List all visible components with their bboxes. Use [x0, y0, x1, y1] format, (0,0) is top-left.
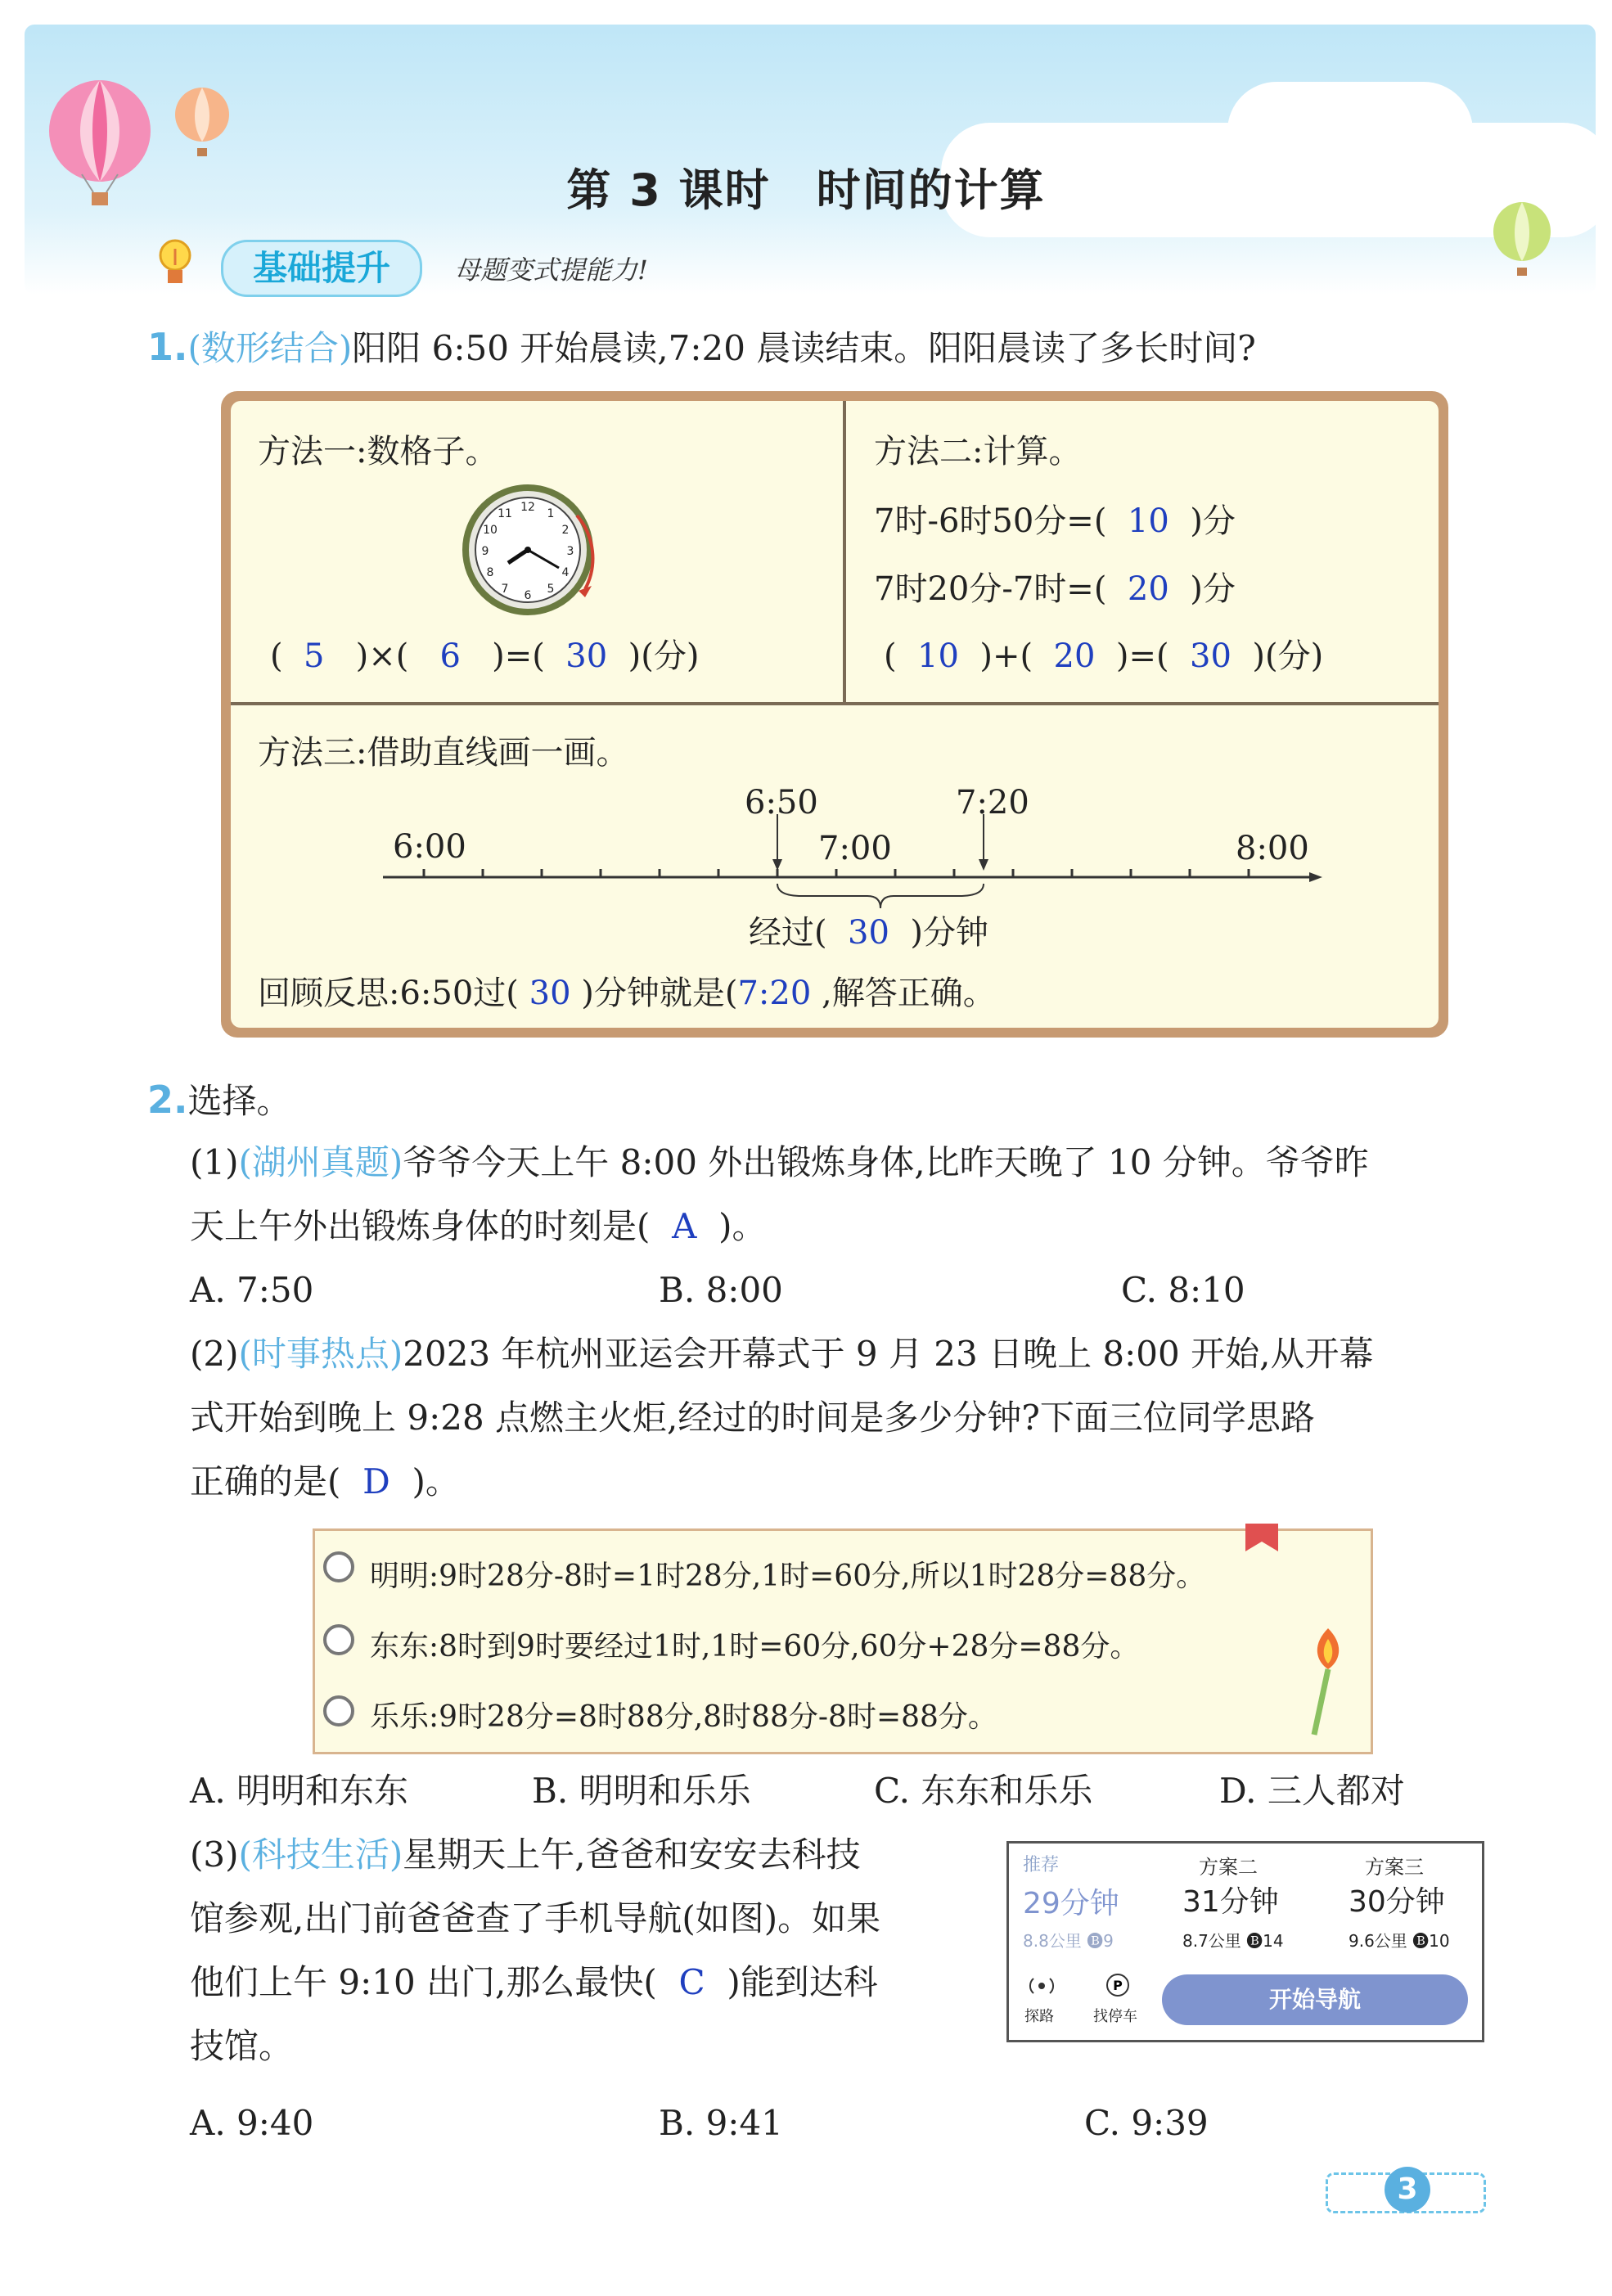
sub-question-2-line-2: 式开始到晚上 9:28 点燃主火炬,经过的时间是多少分钟?下面三位同学思路	[190, 1398, 1315, 1438]
answer-blank: 20	[1053, 637, 1096, 675]
answer-blank: 10	[1127, 502, 1169, 540]
question-number: 2.	[147, 1078, 188, 1122]
sub-question-1-line-2: 天上午外出锻炼身体的时刻是( A )。	[190, 1206, 767, 1246]
option[interactable]: C. 9:39	[1084, 2103, 1209, 2143]
method-2-line-1: 7时-6时50分=( 10 )分	[874, 502, 1236, 540]
svg-text:9: 9	[481, 545, 489, 558]
tick-label: 6:00	[393, 828, 466, 866]
option[interactable]: A. 7:50	[190, 1270, 314, 1310]
plan-2-info: 8.7公里 🅑14	[1182, 1931, 1284, 1951]
option[interactable]: A. 9:40	[190, 2103, 314, 2143]
question-tag: (时事热点)	[238, 1334, 403, 1374]
reasoning-dongdong: 东东:8时到9时要经过1时,1时=60分,60分+28分=88分。	[370, 1630, 1140, 1663]
tick-label: 7:00	[818, 830, 892, 867]
plan-2-time[interactable]: 31分钟	[1182, 1885, 1279, 1919]
svg-text:8: 8	[486, 566, 494, 579]
ring-icon	[323, 1551, 354, 1582]
question-heading: 选择。	[187, 1081, 291, 1121]
lightbulb-icon	[155, 237, 195, 291]
svg-text:2: 2	[561, 524, 570, 537]
answer-blank: 30	[1190, 637, 1232, 675]
plan-2-label: 方案二	[1199, 1856, 1258, 1879]
divider	[231, 702, 1439, 705]
question-1	[147, 315, 1256, 380]
question-number: 1.	[147, 325, 188, 369]
answer-blank: 30	[848, 914, 889, 952]
bookmark-flag-icon	[1244, 1524, 1280, 1556]
plan-1-label: 推荐	[1023, 1855, 1060, 1875]
sub-question-3-line-1: (3)(科技生活)星期天上午,爸爸和安安去科技	[190, 1835, 861, 1875]
question-text: 阳阳 6:50 开始晨读,7:20 晨读结束。阳阳晨读了多长时间?	[352, 328, 1256, 368]
svg-text:5: 5	[547, 583, 555, 596]
option[interactable]: D. 三人都对	[1219, 1771, 1405, 1811]
svg-text:3: 3	[566, 545, 574, 558]
svg-text:10: 10	[483, 524, 498, 537]
option[interactable]: C. 东东和乐乐	[874, 1771, 1093, 1811]
tick-label: 6:50	[745, 784, 818, 822]
reasoning-mingming: 明明:9时28分-8时=1时28分,1时=60分,所以1时28分=88分。	[370, 1560, 1206, 1593]
ring-icon	[323, 1695, 354, 1727]
svg-text:12: 12	[520, 501, 535, 514]
clock-icon	[454, 483, 610, 622]
plan-3-info: 9.6公里 🅑10	[1349, 1931, 1450, 1951]
svg-text:6: 6	[524, 589, 532, 602]
sub-question-2-line-3: 正确的是( D )。	[190, 1461, 460, 1501]
answer-blank: 30	[565, 637, 608, 675]
answer-blank: 30	[529, 975, 571, 1012]
answer-blank: 10	[917, 637, 959, 675]
tick-label: 8:00	[1236, 830, 1309, 867]
page-number: 3	[1385, 2167, 1430, 2213]
parking-label: 找停车	[1093, 2008, 1137, 2025]
plan-1-info: 8.8公里 🅑9	[1023, 1931, 1114, 1951]
sub-question-2-line-1: (2)(时事热点)2023 年杭州亚运会开幕式于 9 月 23 日晚上 8:00 开始,从开幕	[190, 1334, 1374, 1374]
sub-question-3-line-4: 技馆。	[190, 2026, 294, 2066]
start-navigation-button[interactable]: 开始导航	[1162, 1974, 1468, 2025]
answer-blank: 5	[304, 637, 325, 675]
hot-air-balloon-icon	[172, 86, 233, 164]
svg-text:P: P	[1113, 1978, 1123, 1993]
section-badge: 基础提升	[221, 240, 422, 297]
method-2-equation: ( 10 )+( 20 )=( 30 )(分)	[884, 637, 1324, 675]
plan-3-time[interactable]: 30分钟	[1349, 1885, 1445, 1919]
torch-icon	[1299, 1624, 1357, 1739]
explore-label: 探路	[1024, 2008, 1054, 2025]
answer-blank: A	[672, 1206, 697, 1246]
option[interactable]: C. 8:10	[1121, 1270, 1245, 1310]
sub-question-3-line-3: 他们上午 9:10 出门,那么最快( C )能到达科	[190, 1962, 878, 2002]
option[interactable]: B. 9:41	[659, 2103, 783, 2143]
svg-text:4: 4	[561, 566, 570, 579]
tick-label: 7:20	[956, 784, 1029, 822]
question-tag: (科技生活)	[238, 1835, 403, 1875]
reasoning-lele: 乐乐:9时28分=8时88分,8时88分-8时=88分。	[370, 1700, 997, 1734]
plan-3-label: 方案三	[1365, 1856, 1424, 1879]
method-1-title: 方法一:数格子。	[258, 433, 498, 470]
ring-icon	[323, 1624, 354, 1655]
answer-blank: 6	[439, 637, 461, 675]
question-2	[147, 1068, 291, 1133]
parking-icon[interactable]	[1105, 1972, 1131, 1998]
method-3-title: 方法三:借助直线画一画。	[258, 734, 629, 772]
svg-text:7: 7	[501, 583, 509, 596]
answer-blank: C	[678, 1962, 705, 2002]
option[interactable]: A. 明明和东东	[190, 1771, 409, 1811]
section-motto: 母题变式提能力!	[454, 254, 648, 286]
plan-1-time[interactable]: 29分钟	[1023, 1887, 1119, 1920]
svg-text:1: 1	[547, 507, 555, 520]
method-2-title: 方法二:计算。	[874, 433, 1082, 470]
review-line: 回顾反思:6:50过( 30 )分钟就是(7:20 ,解答正确。	[258, 975, 996, 1012]
answer-blank: D	[362, 1461, 390, 1501]
answer-blank: 7:20	[737, 975, 812, 1012]
method-1-equation: ( 5 )×( 6 )=( 30 )(分)	[270, 637, 700, 675]
sub-question-3-line-2: 馆参观,出门前爸爸查了手机导航(如图)。如果	[190, 1898, 881, 1938]
question-tag: (数形结合)	[187, 328, 353, 368]
option[interactable]: B. 明明和乐乐	[532, 1771, 751, 1811]
divider	[843, 401, 846, 704]
sub-question-1-line-1: (1)(湖州真题)爷爷今天上午 8:00 外出锻炼身体,比昨天晚了 10 分钟。爷爷昨	[190, 1142, 1369, 1182]
page-title: 第 3 课时 时间的计算	[566, 164, 1046, 216]
explore-icon[interactable]	[1027, 1974, 1056, 1998]
answer-blank: 20	[1127, 570, 1169, 608]
timeline-answer: 经过( 30 )分钟	[749, 914, 988, 952]
method-2-line-2: 7时20分-7时=( 20 )分	[874, 570, 1236, 608]
option[interactable]: B. 8:00	[659, 1270, 783, 1310]
question-tag: (湖州真题)	[238, 1142, 403, 1182]
svg-text:11: 11	[498, 507, 512, 520]
